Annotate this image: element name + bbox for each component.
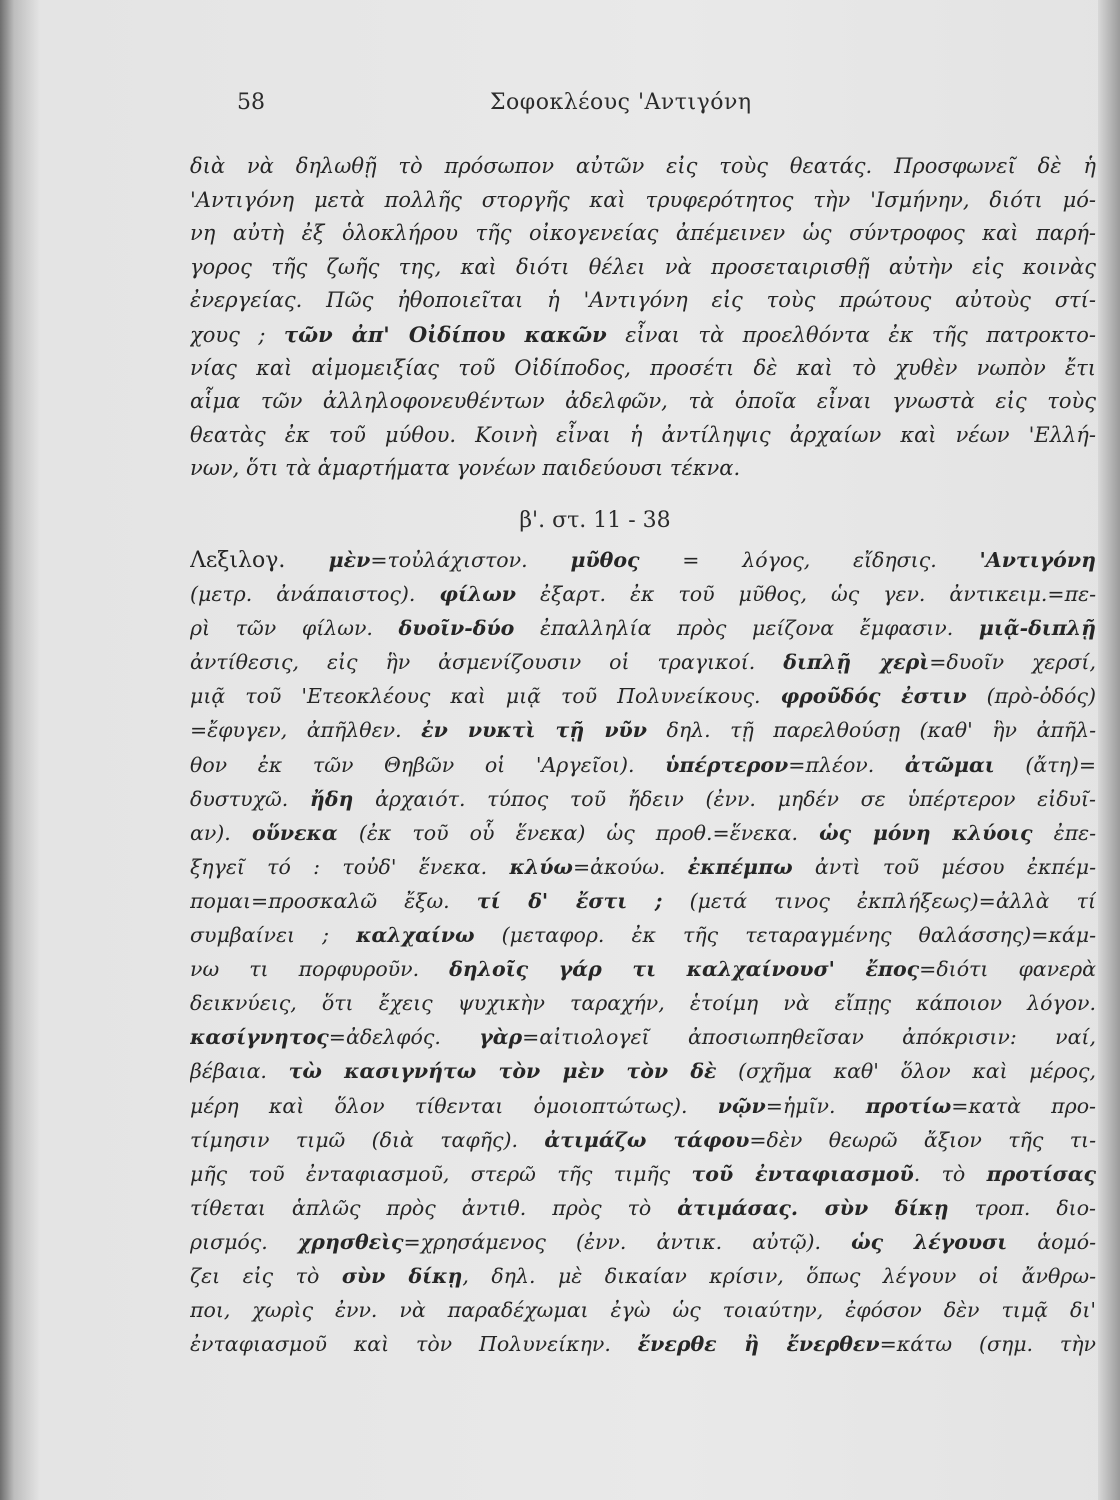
- bold-term: κλύω: [509, 854, 573, 879]
- bold-term: 'Αντιγόνη: [979, 548, 1096, 572]
- text-segment: εἶναι τὰ προελθόντα ἐκ τῆς πατροκτο-: [606, 322, 1096, 347]
- bold-term: οὕνεκα: [251, 820, 338, 845]
- text-segment: συμβαίνει ;: [190, 923, 357, 948]
- text-line: [190, 318, 1096, 352]
- bold-term: φίλων: [439, 582, 516, 607]
- text-line: [190, 884, 1096, 918]
- text-line: 'Αντιγόνη μετὰ πολλῆς στοργῆς καὶ τρυφερότητος τὴν 'Ισμήνην, διότι μό-: [190, 187, 1096, 212]
- text-segment: νω τι πορφυροῦν.: [190, 957, 450, 982]
- bold-term: ἀτῶμαι: [904, 752, 995, 777]
- text-segment: =τοὐλάχιστον.: [370, 548, 571, 572]
- text-segment: ρισμός.: [190, 1229, 298, 1254]
- section-heading-word: Λεξιλογ.: [190, 548, 329, 573]
- text-line: [190, 782, 1096, 816]
- text-segment: ρὶ τῶν φίλων.: [190, 616, 399, 641]
- text-segment: ἀρχαιότ. τύπος τοῦ ἤδειν (ἐνν. μηδέν σε ὑπέρτερον εἰδυῖ-: [353, 786, 1096, 811]
- section-label: β'. στ. 11 - 38: [519, 508, 671, 533]
- text-line: [190, 1259, 1096, 1293]
- text-line: νίας καὶ αἱμομειξίας τοῦ Οἰδίποδος, προσέτι δὲ καὶ τὸ χυθὲν νωπὸν ἔτι: [190, 355, 1096, 380]
- text-segment: =διότι φανερὰ: [919, 957, 1096, 982]
- text-segment: ἐνταφιασμοῦ καὶ τὸν Πολυνείκην.: [190, 1332, 638, 1357]
- text-segment: δεικνύεις, ὅτι ἔχεις ψυχικὴν ταραχήν, ἑτοίμη νὰ εἴπῃς κάποιον λόγον.: [190, 991, 1096, 1016]
- text-segment: ἐπαλληλία πρὸς μείζονα ἔμφασιν.: [514, 616, 979, 641]
- text-segment: =κάτω (σημ. τὴν: [879, 1332, 1096, 1357]
- bold-term: τὼ κασιγνήτω τὸν μὲν τὸν δὲ: [288, 1059, 717, 1084]
- bold-term: ὡς μόνη κλύοις: [819, 820, 1033, 845]
- text-line: [190, 952, 1096, 986]
- text-line: [190, 986, 1096, 1020]
- bold-term: ὑπέρτερον: [665, 752, 789, 777]
- text-segment: =ἡμῖν.: [765, 1093, 866, 1118]
- text-segment: ἀντίθεσις, εἰς ἣν ἀσμενίζουσιν οἱ τραγικοί.: [190, 650, 784, 675]
- text-line: ἐνεργείας. Πῶς ἠθοποιεῖται ἡ 'Αντιγόνη εἰς τοὺς πρώτους αὐτοὺς στί-: [190, 288, 1096, 313]
- text-line: [190, 713, 1096, 747]
- text-segment: (μετά τινος ἐκπλήξεως)=ἀλλὰ τί: [662, 888, 1096, 913]
- bold-term: γὰρ: [479, 1025, 523, 1050]
- text-segment: ἁομό-: [1007, 1229, 1096, 1254]
- bold-term: κασίγνητος: [190, 1025, 329, 1050]
- text-segment: (μεταφορ. ἐκ τῆς τεταραγμένης θαλάσσης)=κάμ-: [474, 923, 1096, 948]
- text-line: [190, 1123, 1096, 1157]
- text-segment: . τὸ: [913, 1161, 987, 1186]
- text-segment: ἀντὶ τοῦ μέσου ἐκπέμ-: [792, 854, 1096, 879]
- text-segment: ἐπε-: [1032, 820, 1096, 845]
- bold-term: δηλοῖς γάρ τι καλχαίνουσ' ἔπος: [449, 957, 920, 982]
- text-line: θεατὰς ἐκ τοῦ μύθου. Κοινὴ εἶναι ἡ ἀντίληψις ἀρχαίων καὶ νέων 'Ελλή-: [190, 422, 1096, 447]
- text-line: [190, 1054, 1096, 1088]
- bold-term: ἀτιμάζω τάφου: [544, 1127, 750, 1152]
- text-segment: μιᾷ τοῦ 'Ετεοκλέους καὶ μιᾷ τοῦ Πολυνείκους.: [190, 684, 781, 709]
- text-line: [190, 1293, 1096, 1327]
- text-segment: =κατὰ προ-: [951, 1093, 1096, 1118]
- text-line: [190, 748, 1096, 782]
- bold-term: σὺν δίκῃ: [341, 1263, 463, 1288]
- text-line: διὰ νὰ δηλωθῇ τὸ πρόσωπον αὐτῶν εἰς τοὺς θεατάς. Προσφωνεῖ δὲ ἡ: [190, 154, 1096, 178]
- bold-term: προτίσας: [986, 1161, 1096, 1186]
- text-line: [190, 1191, 1096, 1225]
- bold-term: ἐν νυκτὶ τῇ νῦν: [421, 718, 648, 743]
- vocabulary-paragraph: [190, 543, 1096, 1361]
- text-line: [190, 645, 1096, 679]
- text-segment: =δὲν θεωρῶ ἄξιον τῆς τι-: [749, 1127, 1096, 1152]
- bold-term: δυοῖν-δύο: [398, 616, 515, 641]
- bold-term: μιᾷ-διπλῇ: [978, 616, 1096, 641]
- text-segment: , δηλ. μὲ δικαίαν κρίσιν, ὅπως λέγουν οἱ ἄνθρω-: [462, 1263, 1096, 1288]
- bold-term: ἤδη: [309, 786, 354, 811]
- text-segment: =χρησάμενος (ἐνν. ἀντικ. αὐτῷ).: [403, 1229, 852, 1254]
- text-segment: ἐξαρτ. ἐκ τοῦ μῦθος, ὡς γεν. ἀντικειμ.=πε-: [515, 582, 1096, 607]
- text-line: [190, 1327, 1096, 1361]
- text-line: [190, 679, 1096, 713]
- text-line: [190, 918, 1096, 952]
- text-segment: θον ἐκ τῶν Θηβῶν οἱ 'Αργεῖοι).: [190, 752, 666, 777]
- text-segment: (πρὸ-ὁδός): [966, 684, 1096, 709]
- text-line: [190, 1225, 1096, 1259]
- bold-term: φροῦδός ἐστιν: [780, 684, 967, 709]
- text-segment: (ἐκ τοῦ οὗ ἕνεκα) ὡς προθ.=ἕνεκα.: [337, 820, 820, 845]
- text-segment: δηλ. τῇ παρελθούσῃ (καθ' ἣν ἀπῆλ-: [647, 718, 1096, 743]
- text-line: [190, 577, 1096, 611]
- page-header: [0, 90, 1120, 126]
- text-segment: (ἄτη)=: [994, 752, 1096, 777]
- text-segment: =ἔφυγεν, ἀπῆλθεν.: [190, 718, 422, 743]
- bold-term: ἐκπέμπω: [687, 854, 793, 879]
- text-segment: (μετρ. ἀνάπαιστος).: [190, 582, 440, 607]
- text-segment: ζει εἰς τὸ: [190, 1263, 342, 1288]
- text-segment: τροπ. διο-: [948, 1195, 1096, 1220]
- text-segment: μῆς τοῦ ἐνταφιασμοῦ, στερῶ τῆς τιμῆς: [190, 1161, 692, 1186]
- text-line: [190, 611, 1096, 645]
- bold-term: τί δ' ἔστι ;: [476, 888, 663, 913]
- text-line: [190, 1157, 1096, 1191]
- text-segment: βέβαια.: [190, 1059, 289, 1084]
- text-segment: =ἀκούω.: [572, 854, 688, 879]
- text-line: [190, 816, 1096, 850]
- text-segment: χους ;: [190, 322, 284, 347]
- running-title: Σοφοκλέους 'Αντιγόνη: [490, 90, 752, 115]
- bold-term: ὡς λέγουσι: [851, 1229, 1008, 1254]
- bold-term: χρησθεὶς: [297, 1229, 404, 1254]
- text-segment: (σχῆμα καθ' ὅλον καὶ μέρος,: [716, 1059, 1096, 1084]
- bold-term: ἀτιμάσας. σὺν δίκῃ: [677, 1195, 949, 1220]
- bold-term: νῷν: [717, 1093, 766, 1118]
- text-segment: μέρη καὶ ὅλον τίθενται ὁμοιοπτώτως).: [190, 1093, 718, 1118]
- text-segment: =αἰτιολογεῖ ἀποσιωπηθεῖσαν ἀπόκρισιν: ναί,: [522, 1025, 1096, 1050]
- text-line: νη αὐτὴ ἐξ ὁλοκλήρου τῆς οἰκογενείας ἀπέμεινεν ὡς σύντροφος καὶ παρή-: [190, 221, 1096, 246]
- bold-term: τοῦ ἐνταφιασμοῦ: [691, 1161, 914, 1186]
- bold-term: διπλῇ χερὶ: [783, 650, 930, 675]
- bold-term: τῶν ἀπ' Οἰδίπου κακῶν: [283, 321, 607, 347]
- text-line: αἷμα τῶν ἀλληλοφονευθέντων ἀδελφῶν, τὰ ὁποῖα εἶναι γνωστὰ εἰς τοὺς: [190, 389, 1096, 414]
- text-line: γορος τῆς ζωῆς της, καὶ διότι θέλει νὰ προσεταιρισθῇ αὐτὴν εἰς κοινὰς: [190, 254, 1096, 279]
- text-line: [190, 850, 1096, 884]
- text-line: [190, 543, 1096, 577]
- text-line: [190, 1089, 1096, 1123]
- bold-term: μὲν: [328, 548, 371, 572]
- text-line: νων, ὅτι τὰ ἁμαρτήματα γονέων παιδεύουσι τέκνα.: [190, 456, 741, 481]
- text-segment: =δυοῖν χερσί,: [929, 650, 1096, 675]
- text-segment: ποι, χωρὶς ἐνν. νὰ παραδέχωμαι ἐγὼ ὡς τοιαύτην, ἐφόσον δὲν τιμᾷ δι': [190, 1298, 1096, 1323]
- text-segment: πομαι=προσκαλῶ ἔξω.: [190, 888, 477, 913]
- page-edge: [1098, 0, 1120, 1500]
- bold-term: ἔνερθε ἢ ἔνερθεν: [637, 1332, 880, 1357]
- page-number: 58: [237, 90, 265, 115]
- text-segment: ξηγεῖ τό : τοὐδ' ἕνεκα.: [190, 854, 510, 879]
- bold-term: καλχαίνω: [356, 923, 475, 948]
- text-segment: τίμησιν τιμῶ (διὰ ταφῆς).: [190, 1127, 545, 1152]
- text-segment: =ἀδελφός.: [328, 1025, 480, 1050]
- text-segment: δυστυχῶ.: [190, 786, 310, 811]
- text-line: [190, 1020, 1096, 1054]
- commentary-paragraph: [190, 150, 1096, 486]
- text-segment: αν).: [190, 820, 252, 845]
- text-segment: =πλέον.: [788, 752, 905, 777]
- text-segment: τίθεται ἁπλῶς πρὸς ἀντιθ. πρὸς τὸ: [190, 1195, 678, 1220]
- text-segment: = λόγος, εἴδησις.: [639, 548, 980, 572]
- bold-term: μῦθος: [570, 548, 640, 572]
- bold-term: προτίω: [865, 1093, 952, 1118]
